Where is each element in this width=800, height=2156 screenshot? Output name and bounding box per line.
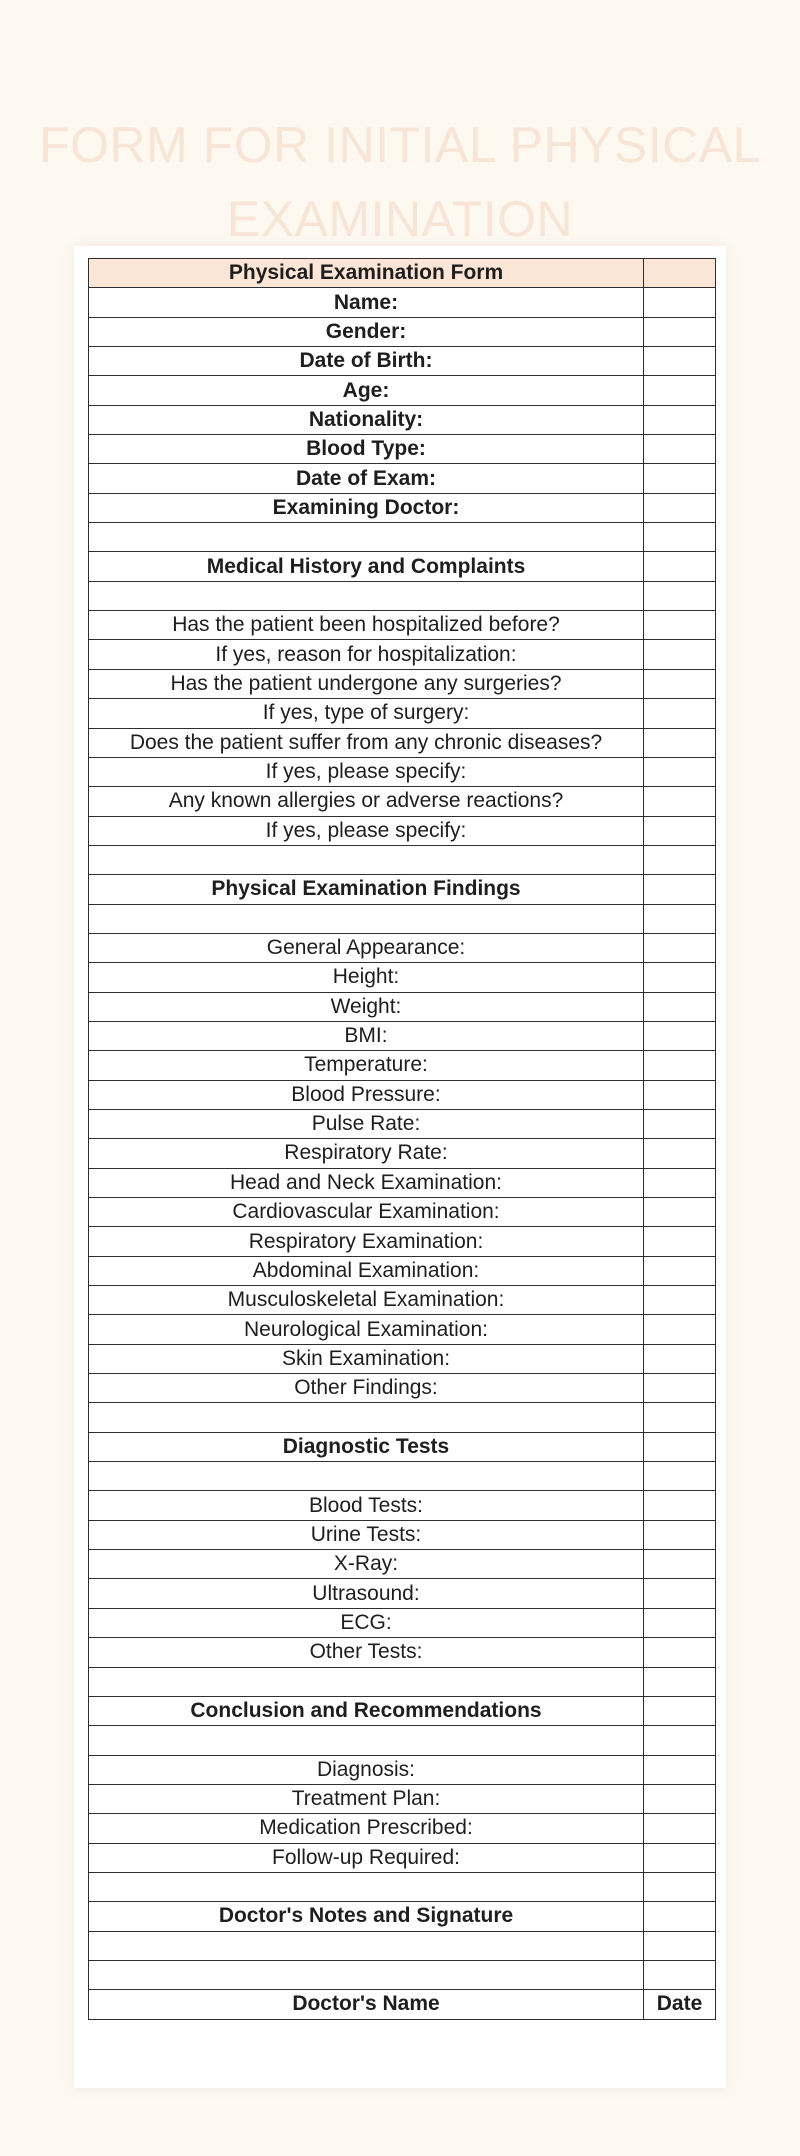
field-label: [89, 1726, 644, 1755]
field-label: ECG:: [89, 1608, 644, 1637]
field-label: Nationality:: [89, 405, 644, 434]
field-value-cell[interactable]: [644, 1432, 716, 1461]
field-label: If yes, please specify:: [89, 757, 644, 786]
field-label: Respiratory Examination:: [89, 1227, 644, 1256]
field-label: [89, 904, 644, 933]
field-label: Age:: [89, 376, 644, 405]
field-label: Name:: [89, 288, 644, 317]
table-row: [89, 992, 716, 1021]
table-row: [89, 288, 716, 317]
table-row: [89, 787, 716, 816]
table-row: [89, 493, 716, 522]
field-label: Medical History and Complaints: [89, 552, 644, 581]
field-value-cell[interactable]: [644, 1403, 716, 1432]
table-row: [89, 757, 716, 786]
table-row: [89, 1872, 716, 1901]
table-row: [89, 581, 716, 610]
table-row: [89, 1784, 716, 1813]
field-value-cell[interactable]: [644, 464, 716, 493]
field-value-cell[interactable]: [644, 669, 716, 698]
table-row: [89, 728, 716, 757]
field-value-cell[interactable]: [644, 1550, 716, 1579]
table-row: [89, 1902, 716, 1931]
table-row: [89, 933, 716, 962]
field-label: Blood Pressure:: [89, 1080, 644, 1109]
field-label: Other Findings:: [89, 1374, 644, 1403]
field-label: Doctor's Notes and Signature: [89, 1902, 644, 1931]
field-label: Weight:: [89, 992, 644, 1021]
field-label: If yes, please specify:: [89, 816, 644, 845]
table-row: [89, 1726, 716, 1755]
table-row: [89, 435, 716, 464]
field-value-cell[interactable]: [644, 757, 716, 786]
field-label: [89, 1462, 644, 1491]
table-row: [89, 1403, 716, 1432]
field-label: General Appearance:: [89, 933, 644, 962]
table-row: [89, 464, 716, 493]
field-value-cell[interactable]: [644, 1579, 716, 1608]
field-label: [89, 1403, 644, 1432]
table-row: [89, 317, 716, 346]
table-row: [89, 1168, 716, 1197]
field-value-cell[interactable]: [644, 317, 716, 346]
field-label: Blood Tests:: [89, 1491, 644, 1520]
field-value-cell[interactable]: [644, 1520, 716, 1549]
field-value-cell[interactable]: [644, 523, 716, 552]
table-row: [89, 1638, 716, 1667]
field-label: Doctor's Name: [89, 1990, 644, 2019]
field-label: [89, 1872, 644, 1901]
field-value-cell[interactable]: [644, 728, 716, 757]
field-value-cell[interactable]: [644, 1667, 716, 1696]
field-label: Ultrasound:: [89, 1579, 644, 1608]
field-value-cell[interactable]: [644, 963, 716, 992]
table-row: [89, 405, 716, 434]
table-row: [89, 1286, 716, 1315]
field-value-cell[interactable]: [644, 1843, 716, 1872]
field-value-cell[interactable]: [644, 1344, 716, 1373]
field-label: Has the patient undergone any surgeries?: [89, 669, 644, 698]
field-value-cell[interactable]: [644, 376, 716, 405]
field-value-cell[interactable]: [644, 1491, 716, 1520]
field-value-cell[interactable]: [644, 435, 716, 464]
table-row: [89, 1432, 716, 1461]
field-label: Gender:: [89, 317, 644, 346]
table-row: [89, 347, 716, 376]
table-row: [89, 1227, 716, 1256]
field-value-cell[interactable]: [644, 405, 716, 434]
field-value-cell[interactable]: [644, 1374, 716, 1403]
table-row: [89, 816, 716, 845]
table-row: [89, 1520, 716, 1549]
table-row: [89, 1080, 716, 1109]
table-row: [89, 259, 716, 288]
field-label: Diagnostic Tests: [89, 1432, 644, 1461]
field-value-cell[interactable]: [644, 1696, 716, 1725]
field-value-cell[interactable]: [644, 1168, 716, 1197]
field-value-cell[interactable]: [644, 875, 716, 904]
table-row: [89, 1814, 716, 1843]
field-value-cell[interactable]: [644, 1286, 716, 1315]
table-row: [89, 1139, 716, 1168]
field-value-cell[interactable]: [644, 933, 716, 962]
table-row: [89, 1990, 716, 2019]
field-label: Respiratory Rate:: [89, 1139, 644, 1168]
field-value-cell[interactable]: [644, 1198, 716, 1227]
field-label: Urine Tests:: [89, 1520, 644, 1549]
field-value-cell[interactable]: [644, 1051, 716, 1080]
table-row: [89, 1198, 716, 1227]
field-value-cell[interactable]: [644, 1872, 716, 1901]
field-value-cell[interactable]: [644, 347, 716, 376]
field-value-cell[interactable]: [644, 904, 716, 933]
field-label: Does the patient suffer from any chronic diseases?: [89, 728, 644, 757]
table-row: [89, 1960, 716, 1989]
page-title-line-2: EXAMINATION: [226, 190, 574, 247]
field-value-cell[interactable]: [644, 1755, 716, 1784]
table-row: [89, 699, 716, 728]
field-label: [89, 1931, 644, 1960]
page-title: [0, 108, 800, 256]
field-value-cell[interactable]: [644, 1109, 716, 1138]
field-label: Musculoskeletal Examination:: [89, 1286, 644, 1315]
field-label: Neurological Examination:: [89, 1315, 644, 1344]
table-row: [89, 376, 716, 405]
field-value-cell[interactable]: [644, 992, 716, 1021]
field-label: Physical Examination Form: [89, 259, 644, 288]
field-value-cell[interactable]: [644, 699, 716, 728]
field-value-cell[interactable]: [644, 1256, 716, 1285]
table-row: [89, 523, 716, 552]
table-row: [89, 1315, 716, 1344]
table-row: [89, 963, 716, 992]
table-row: [89, 1667, 716, 1696]
field-value-cell[interactable]: [644, 288, 716, 317]
field-label: Date of Exam:: [89, 464, 644, 493]
field-label: Examining Doctor:: [89, 493, 644, 522]
table-row: [89, 1021, 716, 1050]
field-label: [89, 845, 644, 874]
field-value-cell[interactable]: [644, 581, 716, 610]
table-row: [89, 1755, 716, 1784]
field-value-cell[interactable]: [644, 1462, 716, 1491]
field-label: Conclusion and Recommendations: [89, 1696, 644, 1725]
field-value-cell[interactable]: Date: [644, 1990, 716, 2019]
field-label: Diagnosis:: [89, 1755, 644, 1784]
table-row: [89, 875, 716, 904]
field-value-cell[interactable]: [644, 1638, 716, 1667]
field-value-cell[interactable]: [644, 1931, 716, 1960]
field-label: [89, 1960, 644, 1989]
field-value-cell[interactable]: [644, 1902, 716, 1931]
field-label: If yes, type of surgery:: [89, 699, 644, 728]
field-value-cell[interactable]: [644, 259, 716, 288]
table-row: [89, 1843, 716, 1872]
field-value-cell[interactable]: [644, 1726, 716, 1755]
field-label: Has the patient been hospitalized before?: [89, 611, 644, 640]
table-row: [89, 1491, 716, 1520]
field-label: Medication Prescribed:: [89, 1814, 644, 1843]
field-label: If yes, reason for hospitalization:: [89, 640, 644, 669]
table-row: [89, 1696, 716, 1725]
field-label: Follow-up Required:: [89, 1843, 644, 1872]
field-label: [89, 581, 644, 610]
field-value-cell[interactable]: [644, 611, 716, 640]
field-label: [89, 1667, 644, 1696]
field-value-cell[interactable]: [644, 1080, 716, 1109]
field-label: Abdominal Examination:: [89, 1256, 644, 1285]
table-row: [89, 1608, 716, 1637]
field-value-cell[interactable]: [644, 1784, 716, 1813]
table-row: [89, 904, 716, 933]
table-row: [89, 1931, 716, 1960]
table-row: [89, 640, 716, 669]
field-value-cell[interactable]: [644, 640, 716, 669]
table-row: [89, 611, 716, 640]
field-label: Any known allergies or adverse reactions?: [89, 787, 644, 816]
field-value-cell[interactable]: [644, 1139, 716, 1168]
field-label: X-Ray:: [89, 1550, 644, 1579]
field-label: Blood Type:: [89, 435, 644, 464]
field-value-cell[interactable]: [644, 1021, 716, 1050]
field-label: Temperature:: [89, 1051, 644, 1080]
field-value-cell[interactable]: [644, 552, 716, 581]
table-row: [89, 1109, 716, 1138]
field-value-cell[interactable]: [644, 1814, 716, 1843]
table-row: [89, 1256, 716, 1285]
field-value-cell[interactable]: [644, 1960, 716, 1989]
field-label: Head and Neck Examination:: [89, 1168, 644, 1197]
field-value-cell[interactable]: [644, 845, 716, 874]
form-table-body: [89, 259, 716, 2020]
examination-form-table: [88, 258, 716, 2020]
field-value-cell[interactable]: [644, 493, 716, 522]
table-row: [89, 1374, 716, 1403]
table-row: [89, 1462, 716, 1491]
field-value-cell[interactable]: [644, 1608, 716, 1637]
field-label: Date of Birth:: [89, 347, 644, 376]
table-row: [89, 845, 716, 874]
page-title-line-1: FORM FOR INITIAL PHYSICAL: [39, 116, 761, 173]
table-row: [89, 552, 716, 581]
field-label: Treatment Plan:: [89, 1784, 644, 1813]
table-row: [89, 669, 716, 698]
field-label: Other Tests:: [89, 1638, 644, 1667]
field-label: Skin Examination:: [89, 1344, 644, 1373]
field-value-cell[interactable]: [644, 1227, 716, 1256]
field-label: Cardiovascular Examination:: [89, 1198, 644, 1227]
field-value-cell[interactable]: [644, 1315, 716, 1344]
field-label: Physical Examination Findings: [89, 875, 644, 904]
table-row: [89, 1579, 716, 1608]
field-label: BMI:: [89, 1021, 644, 1050]
table-row: [89, 1344, 716, 1373]
table-row: [89, 1550, 716, 1579]
field-value-cell[interactable]: [644, 787, 716, 816]
table-row: [89, 1051, 716, 1080]
field-value-cell[interactable]: [644, 816, 716, 845]
field-label: Height:: [89, 963, 644, 992]
field-label: Pulse Rate:: [89, 1109, 644, 1138]
field-label: [89, 523, 644, 552]
